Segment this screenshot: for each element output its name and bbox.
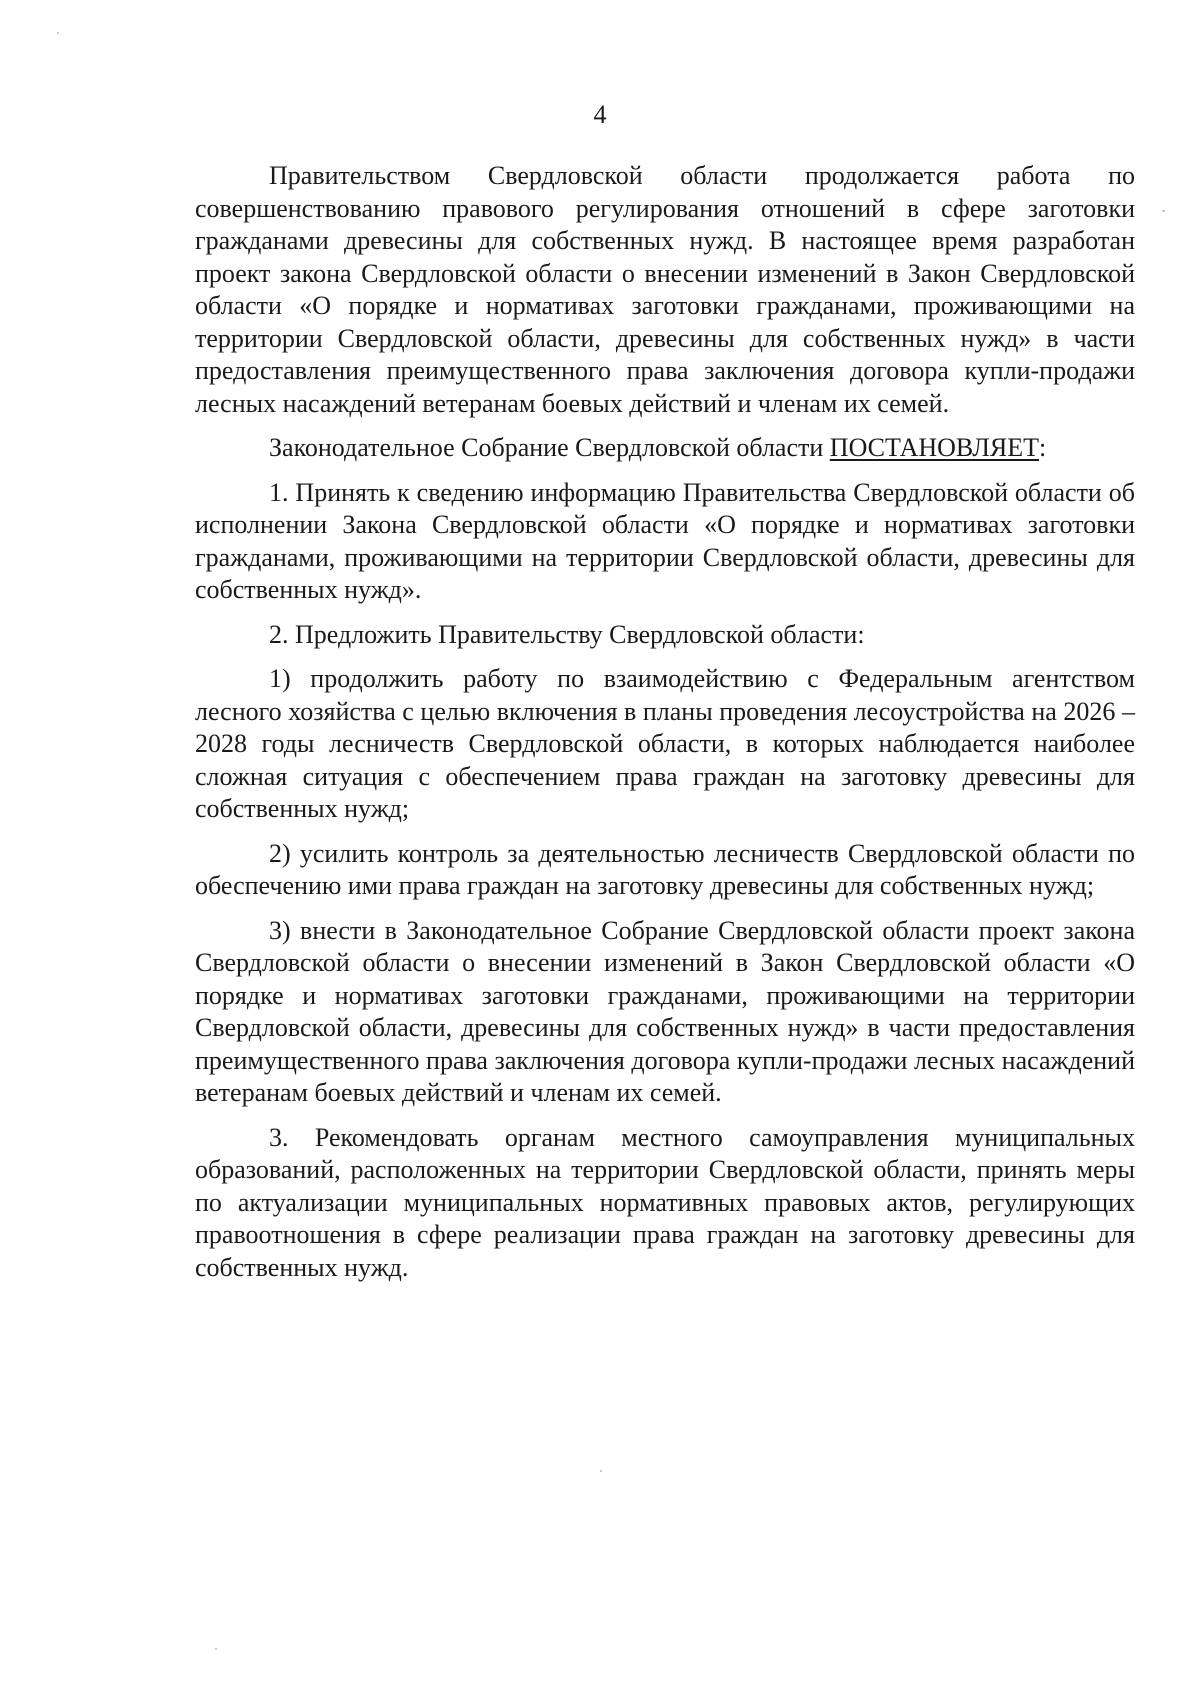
item-2-1-paragraph: 1) продолжить работу по взаимодействию с Федеральным агентством лесного хозяйства с целью включения в планы проведения лесоустройства на 2026 – 2028 годы лесничеств Свердловской области, в которых наблюдается наиболее сложная ситуация с обеспечением права граждан на заготовку древесины для собственных нужд; [195,664,1135,823]
decree-word: ПОСТАНОВЛЯЕТ [829,433,1040,462]
page-number: 4 [593,100,607,129]
item-2-2-paragraph: 2) усилить контроль за деятельностью лесничеств Свердловской области по обеспечению ими права граждан на заготовку древесины для собственных нужд; [195,838,1135,900]
scan-speck [1162,210,1165,212]
item-2-paragraph: 2. Предложить Правительству Свердловской области: [269,619,865,649]
decree-colon: : [1039,433,1047,462]
item-2-3-paragraph: 3) внести в Законодательное Собрание Свердловской области проект закона Свердловской области о внесении изменений в Закон Свердловской области «О порядке и нормативах заготовки гражданами, проживающими на территории Свердловской области, древесины для собственных нужд» в части предоставления преимущественного права заключения договора купли-продажи лесных насаждений ветеранам боевых действий и членам их семей. [195,915,1135,1107]
scan-speck [215,1648,217,1650]
scan-speck [600,1470,602,1472]
item-3-paragraph: 3. Рекомендовать органам местного самоуправления муниципальных образований, расположенных на территории Свердловской области, принять меры по актуализации муниципальных нормативных правовых актов, регулирующих правоотношения в сфере реализации права граждан на заготовку древесины для собственных нужд. [195,1122,1135,1282]
item-1-paragraph: 1. Принять к сведению информацию Правительства Свердловской области об исполнении Закона Свердловской области «О порядке и нормативах заготовки гражданами, проживающими на территории Свердловской области, древесины для собственных нужд». [195,477,1135,604]
intro-paragraph: Правительством Свердловской области продолжается работа по совершенствованию правового регулирования отношений в сфере заготовки гражданами древесины для собственных нужд. В настоящее время разработан проект закона Свердловской области о внесении изменений в Закон Свердловской области «О порядке и нормативах заготовки гражданами, проживающими на территории Свердловской области, древесины для собственных нужд» в части предоставления преимущественного права заключения договора купли-продажи лесных насаждений ветеранам боевых действий и членам их семей. [195,161,1135,418]
document-body [195,160,1135,1296]
decree-paragraph [195,432,1135,465]
decree-lead: Законодательное Собрание Свердловской области [269,433,830,462]
scan-speck [57,32,59,34]
